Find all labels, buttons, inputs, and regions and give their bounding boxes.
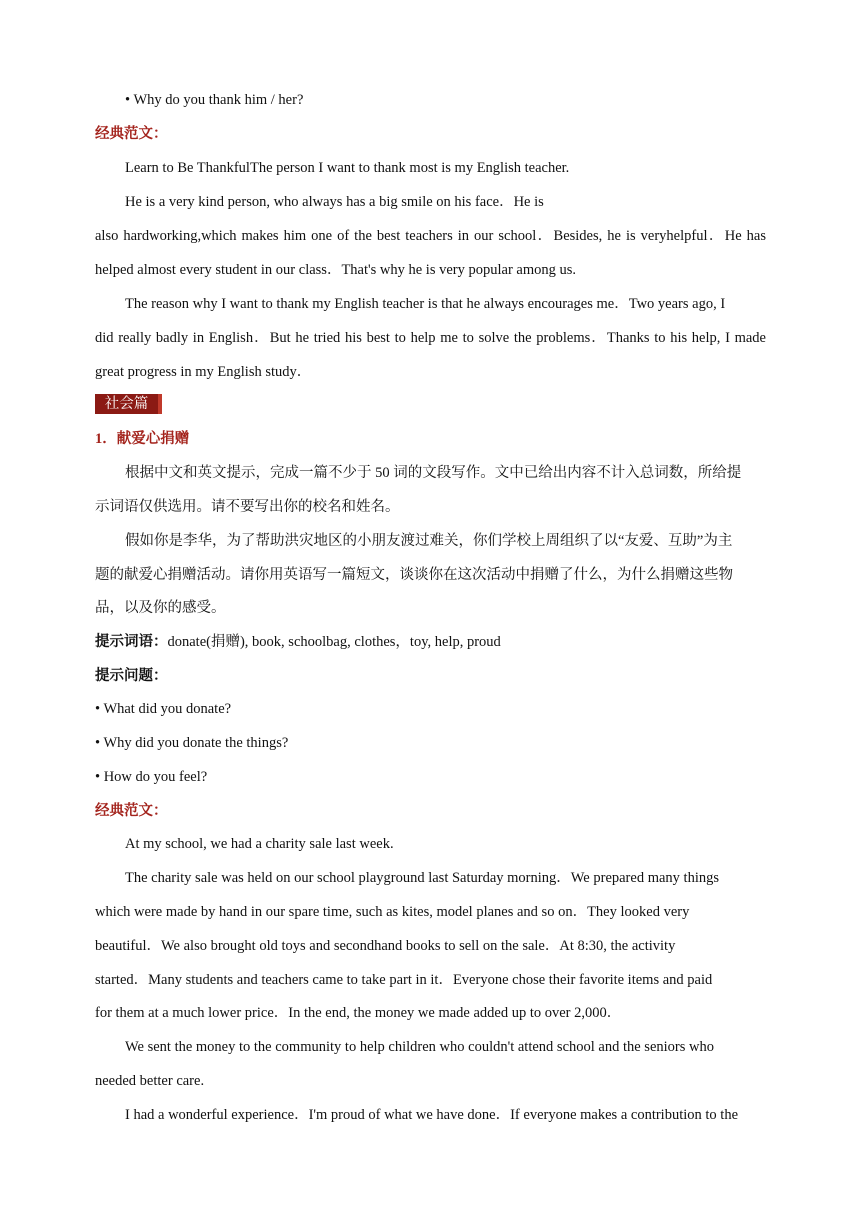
question-3: • Why do you thank him / her?: [125, 92, 304, 108]
essay-line: started．Many students and teachers came to take part in it．Everyone chose their favorite items and paid: [95, 972, 713, 988]
essay-line: needed better care.: [95, 1073, 205, 1089]
essay-line: I had a wonderful experience．I'm proud of what we have done．If everyone makes a contribution to the: [125, 1107, 738, 1123]
essay-line: which were made by hand in our spare time, such as kites, model planes and so on．They looked very: [95, 904, 690, 920]
sample-heading: 经典范文：: [95, 803, 168, 819]
essay-line: did really badly in English．But he tried his best to help me to solve the problems．Thanks to his help, I made: [95, 330, 766, 346]
essay-line: also hardworking,which makes him one of the best teachers in our school．Besides, he is veryhelpful．He has: [95, 228, 766, 244]
essay-line: We sent the money to the community to help children who couldn't attend school and the seniors who: [125, 1039, 714, 1055]
instruction-line: 根据中文和英文提示，完成一篇不少于 50 词的文段写作。文中已给出内容不计入总词数，所给提: [125, 465, 742, 481]
essay-line: At my school, we had a charity sale last week.: [125, 836, 394, 852]
hint-question: • Why did you donate the things?: [95, 735, 289, 751]
hint-question: • How do you feel?: [95, 769, 208, 785]
hint-words-row: [95, 632, 501, 652]
task-line: 品，以及你的感受。: [95, 600, 226, 616]
task-line: 假如你是李华，为了帮助洪灾地区的小朋友渡过难关，你们学校上周组织了以“友爱、互助”为主: [125, 533, 733, 549]
essay-line: beautiful．We also brought old toys and secondhand books to sell on the sale．At 8:30, the activity: [95, 938, 676, 954]
essay-line: The reason why I want to thank my English teacher is that he always encourages me．Two years ago, I: [125, 296, 726, 312]
instruction-line: 示词语仅供选用。请不要写出你的校名和姓名。: [95, 499, 400, 515]
essay-line: He is a very kind person, who always has a big smile on his face．He is: [125, 194, 544, 210]
task-line: 题的献爱心捐赠活动。请你用英语写一篇短文，谈谈你在这次活动中捐赠了什么，为什么捐赠这些物: [95, 567, 733, 583]
essay-line: Learn to Be ThankfulThe person I want to thank most is my English teacher.: [125, 160, 570, 176]
hint-question: • What did you donate?: [95, 701, 232, 717]
essay-line: helped almost every student in our class．That's why he is very popular among us.: [95, 262, 577, 278]
essay-line: for them at a much lower price．In the end, the money we made added up to over 2,000．: [95, 1005, 622, 1021]
section-banner: 社会篇: [95, 394, 162, 414]
hint-questions-label: 提示问题：: [95, 668, 168, 684]
sample-heading: 经典范文：: [95, 126, 168, 142]
essay-line: The charity sale was held on our school playground last Saturday morning．We prepared many things: [125, 870, 719, 886]
essay-line: great progress in my English study．: [95, 364, 312, 380]
section-title: 1．献爱心捐赠: [95, 431, 190, 447]
hint-words-label: 提示词语：: [95, 634, 168, 650]
hint-words: donate(捐赠), book, schoolbag, clothes，toy, help, proud: [167, 634, 501, 650]
